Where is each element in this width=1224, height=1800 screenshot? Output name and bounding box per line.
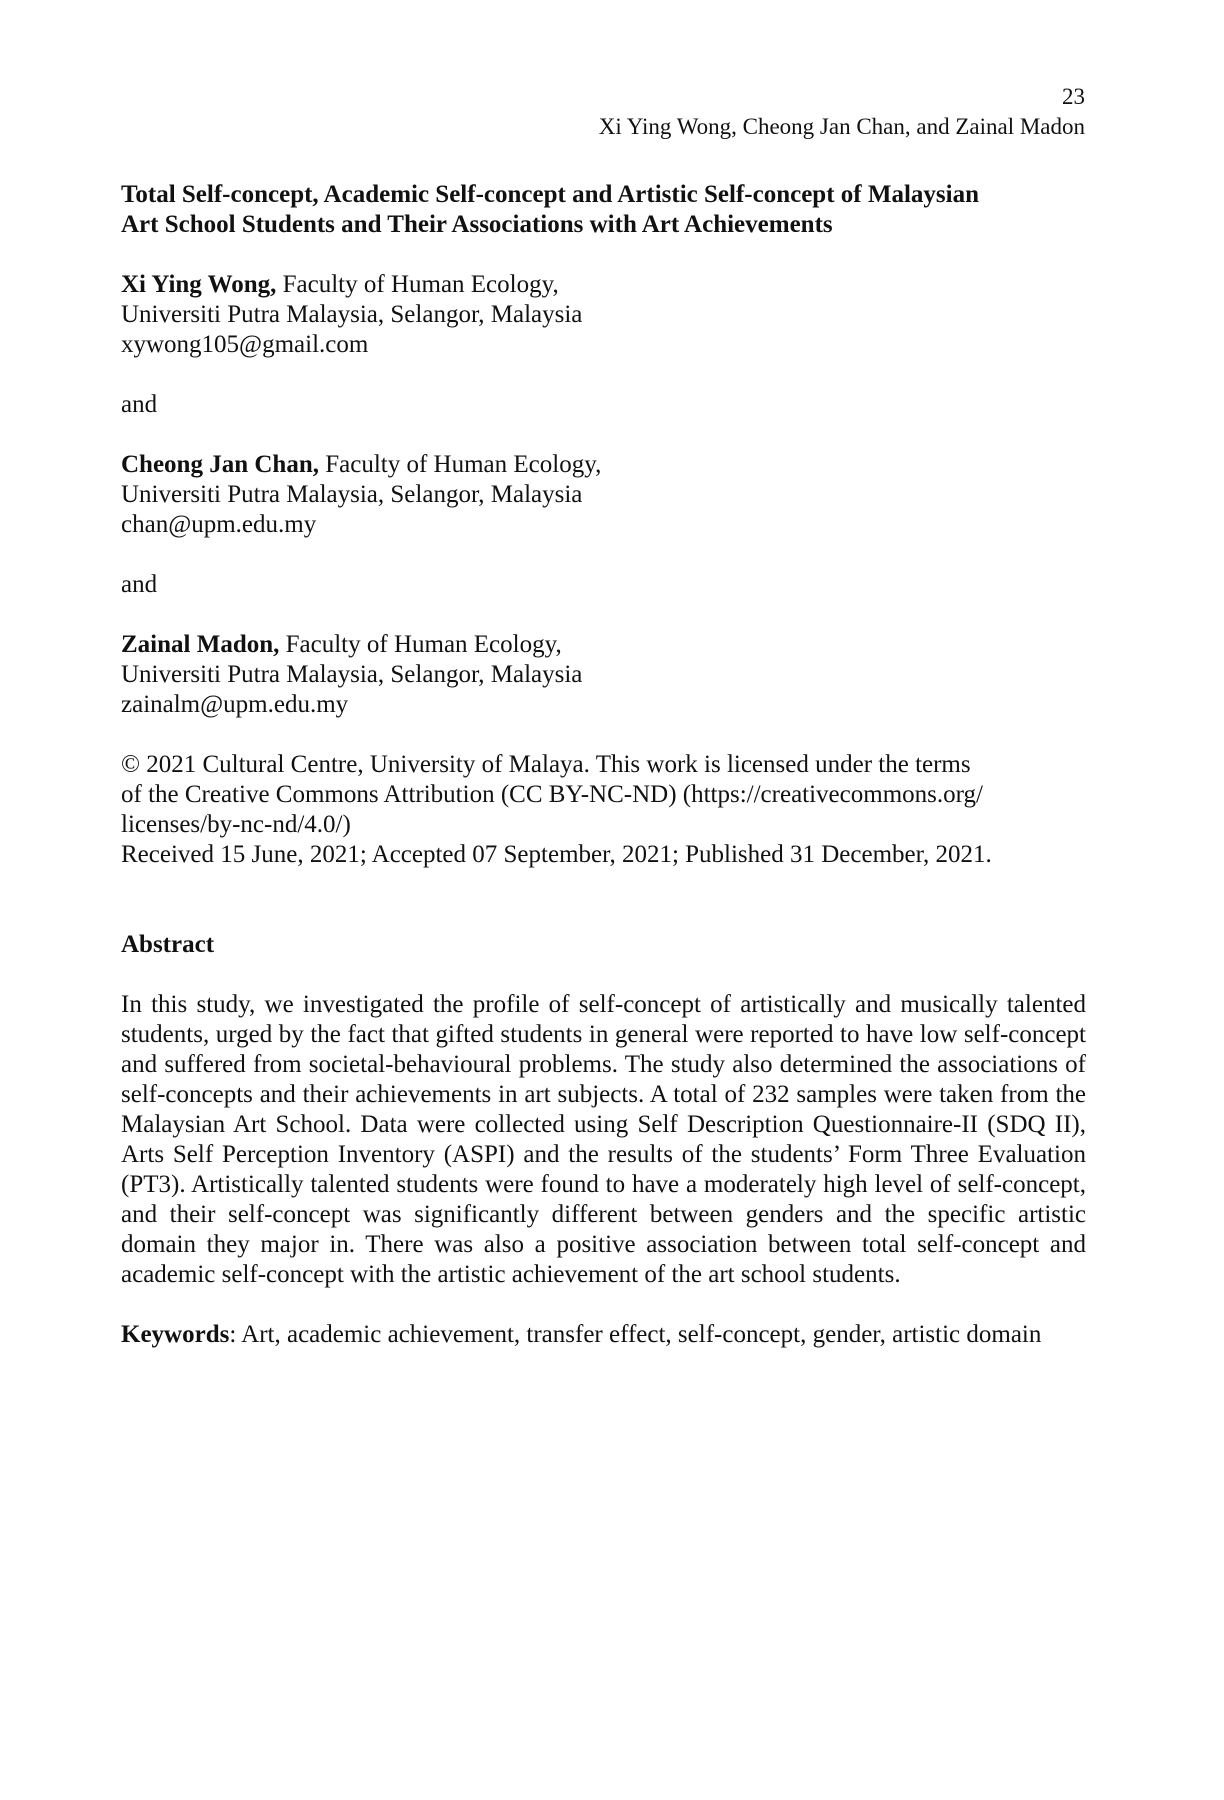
running-authors: Xi Ying Wong, Cheong Jan Chan, and Zainal Madon [598,114,1085,139]
author-university: Universiti Putra Malaysia, Selangor, Malaysia [121,481,583,508]
author-name: Xi Ying Wong, [121,271,277,298]
author-name: Cheong Jan Chan, [121,451,319,478]
author-block-1 [121,270,1086,360]
abstract-heading: Abstract [121,931,215,958]
license-line-2: of the Creative Commons Attribution (CC BY-NC-ND) (https://creativecommons.org/ [121,781,983,808]
paper-title [121,180,1086,240]
running-header [599,82,1085,142]
author-name: Zainal Madon, [121,631,280,658]
license-line-3: licenses/by-nc-nd/4.0/) [121,811,351,838]
author-university: Universiti Putra Malaysia, Selangor, Malaysia [121,661,583,688]
abstract-body: In this study, we investigated the profile of self-concept of artistically and musically talented students, urged by the fact that gifted students in general were reported to have low self-concept and suffered from societal-behavioural problems. The study also determined the associations of self-concepts and their achievements in art subjects. A total of 232 samples were taken from the Malaysian Art School. Data were collected using Self Description Questionnaire-II (SDQ II), Arts Self Perception Inventory (ASPI) and the results of the students’ Form Three Evaluation (PT3). Artistically talented students were found to have a moderately high level of self-concept, and their self-concept was significantly different between genders and the specific artistic domain they major in. There was also a positive association between total self-concept and academic self-concept with the artistic achievement of the art school students. [121,991,1086,1288]
main-content [121,180,1086,1375]
keywords-text: : Art, academic achievement, transfer effect, self-concept, gender, artistic domain [229,1321,1042,1348]
author-university: Universiti Putra Malaysia, Selangor, Malaysia [121,301,583,328]
keywords [121,1320,1086,1350]
author-separator: and [121,391,158,418]
paper-title-line-2: Art School Students and Their Associations with Art Achievements [121,211,833,238]
paper-title-line-1: Total Self-concept, Academic Self-concept and Artistic Self-concept of Malaysian [121,181,979,208]
author-block-3 [121,630,1086,720]
author-email: xywong105@gmail.com [121,331,369,358]
author-email: zainalm@upm.edu.my [121,691,349,718]
author-affiliation: Faculty of Human Ecology, [279,631,562,658]
page-number: 23 [1062,84,1085,109]
keywords-label: Keywords [121,1321,230,1348]
author-email: chan@upm.edu.my [121,511,317,538]
license-line-1: © 2021 Cultural Centre, University of Malaya. This work is licensed under the terms [121,751,971,778]
author-affiliation: Faculty of Human Ecology, [318,451,602,478]
license-block [121,750,1086,870]
publication-dates: Received 15 June, 2021; Accepted 07 September, 2021; Published 31 December, 2021. [121,841,992,868]
author-affiliation: Faculty of Human Ecology, [276,271,559,298]
author-separator: and [121,571,158,598]
author-block-2 [121,450,1086,540]
